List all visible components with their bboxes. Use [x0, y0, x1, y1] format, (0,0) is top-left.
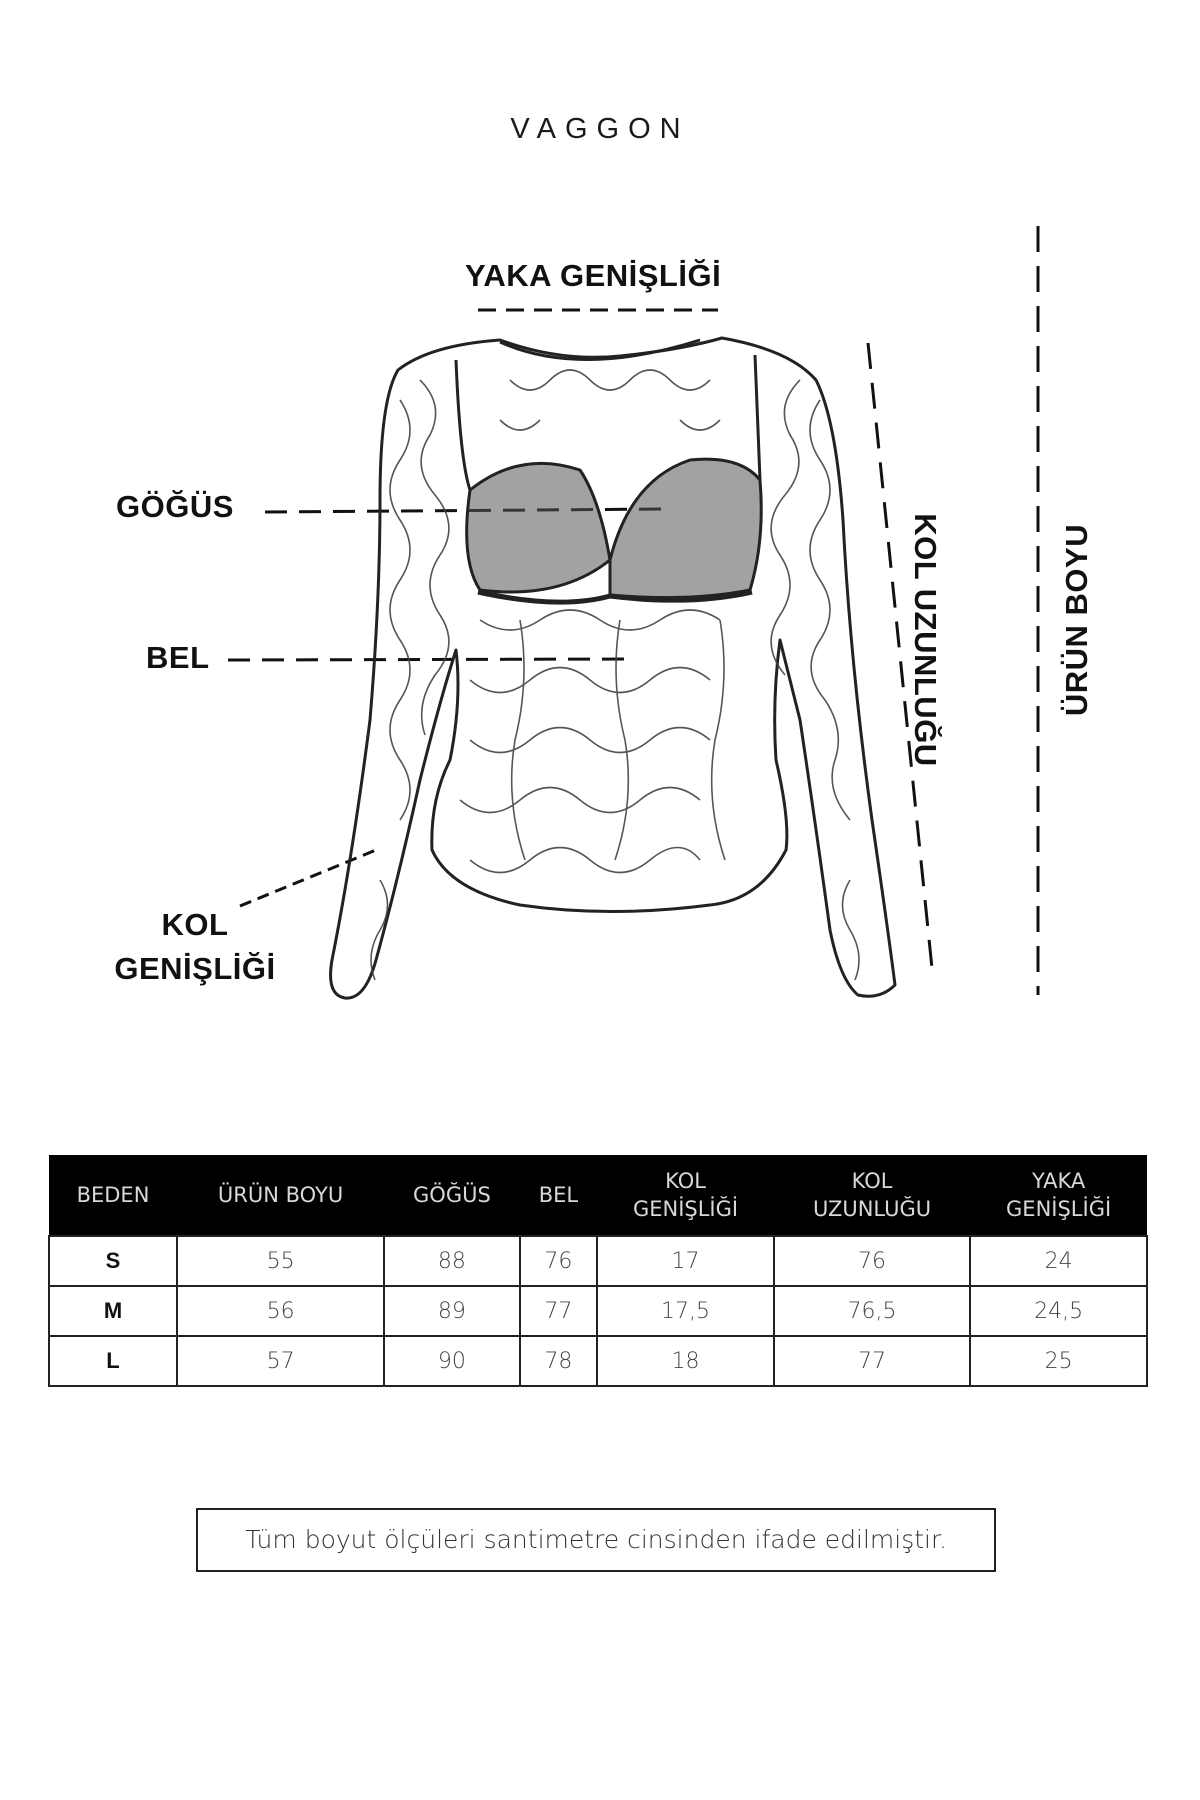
- header-cell-text: GENİŞLİĞİ: [632, 1197, 739, 1221]
- measurement-cell: 17: [597, 1236, 774, 1286]
- measurement-cell: 24: [970, 1236, 1147, 1286]
- kol-genisligi-label: [90, 903, 300, 991]
- measurement-cell: 25: [970, 1336, 1147, 1386]
- header-cell: [597, 1155, 774, 1236]
- size-chart-table: [48, 1155, 1148, 1387]
- kol-uzunlugu-label: KOL UZUNLUĞU: [908, 513, 943, 767]
- header-cell-text: UZUNLUĞU: [812, 1197, 932, 1221]
- header-cell-text: KOL: [665, 1169, 706, 1193]
- kol-genisligi-line-1: KOL: [161, 907, 229, 942]
- kol-genislik-measure-line: [240, 850, 376, 906]
- measurement-cell: 89: [384, 1286, 519, 1336]
- measurement-cell: 90: [384, 1336, 519, 1386]
- header-cell: [384, 1155, 519, 1236]
- header-cell: [49, 1155, 177, 1236]
- header-cell-text: ÜRÜN BOYU: [217, 1183, 344, 1207]
- measurement-cell: 76: [520, 1236, 598, 1286]
- header-cell-text: BEDEN: [76, 1183, 150, 1207]
- bel-measure-line: [228, 659, 628, 660]
- brand-logo: VAGGON: [510, 113, 690, 145]
- header-cell: [520, 1155, 598, 1236]
- measurement-cell: 88: [384, 1236, 519, 1286]
- header-cell-text: GENİŞLİĞİ: [1006, 1197, 1112, 1221]
- lace-pattern: [371, 370, 859, 980]
- measurement-cell: 55: [177, 1236, 384, 1286]
- size-name-cell: S: [49, 1236, 177, 1286]
- measurement-cell: 18: [597, 1336, 774, 1386]
- measurement-note: Tüm boyut ölçüleri santimetre cinsinden ifade edilmiştir.: [196, 1508, 996, 1572]
- bel-label: BEL: [146, 640, 210, 675]
- measurement-cell: 17,5: [597, 1286, 774, 1336]
- urun-boyu-label: ÜRÜN BOYU: [1059, 523, 1094, 717]
- size-chart-header-row: [49, 1155, 1147, 1236]
- measurement-cell: 56: [177, 1286, 384, 1336]
- table-row: [49, 1286, 1147, 1336]
- table-row: [49, 1336, 1147, 1386]
- measurement-cell: 77: [774, 1336, 970, 1386]
- header-cell-text: GÖĞÜS: [413, 1183, 491, 1207]
- size-name-cell: M: [49, 1286, 177, 1336]
- measurement-cell: 78: [520, 1336, 598, 1386]
- header-cell-text: BEL: [538, 1183, 579, 1207]
- yaka-genisligi-label: YAKA GENİŞLİĞİ: [465, 258, 722, 293]
- header-cell-text: YAKA: [1031, 1169, 1086, 1193]
- header-cell: [774, 1155, 970, 1236]
- table-row: [49, 1236, 1147, 1286]
- header-cell-text: KOL: [851, 1169, 893, 1193]
- header-cell: [970, 1155, 1147, 1236]
- kol-genisligi-line-2: GENİŞLİĞİ: [114, 951, 276, 986]
- measurement-cell: 76: [774, 1236, 970, 1286]
- gogus-label: GÖĞÜS: [116, 489, 234, 524]
- header-cell: [177, 1155, 384, 1236]
- measurement-cell: 57: [177, 1336, 384, 1386]
- size-name-cell: L: [49, 1336, 177, 1386]
- measurement-cell: 77: [520, 1286, 598, 1336]
- measurement-cell: 76,5: [774, 1286, 970, 1336]
- measurement-cell: 24,5: [970, 1286, 1147, 1336]
